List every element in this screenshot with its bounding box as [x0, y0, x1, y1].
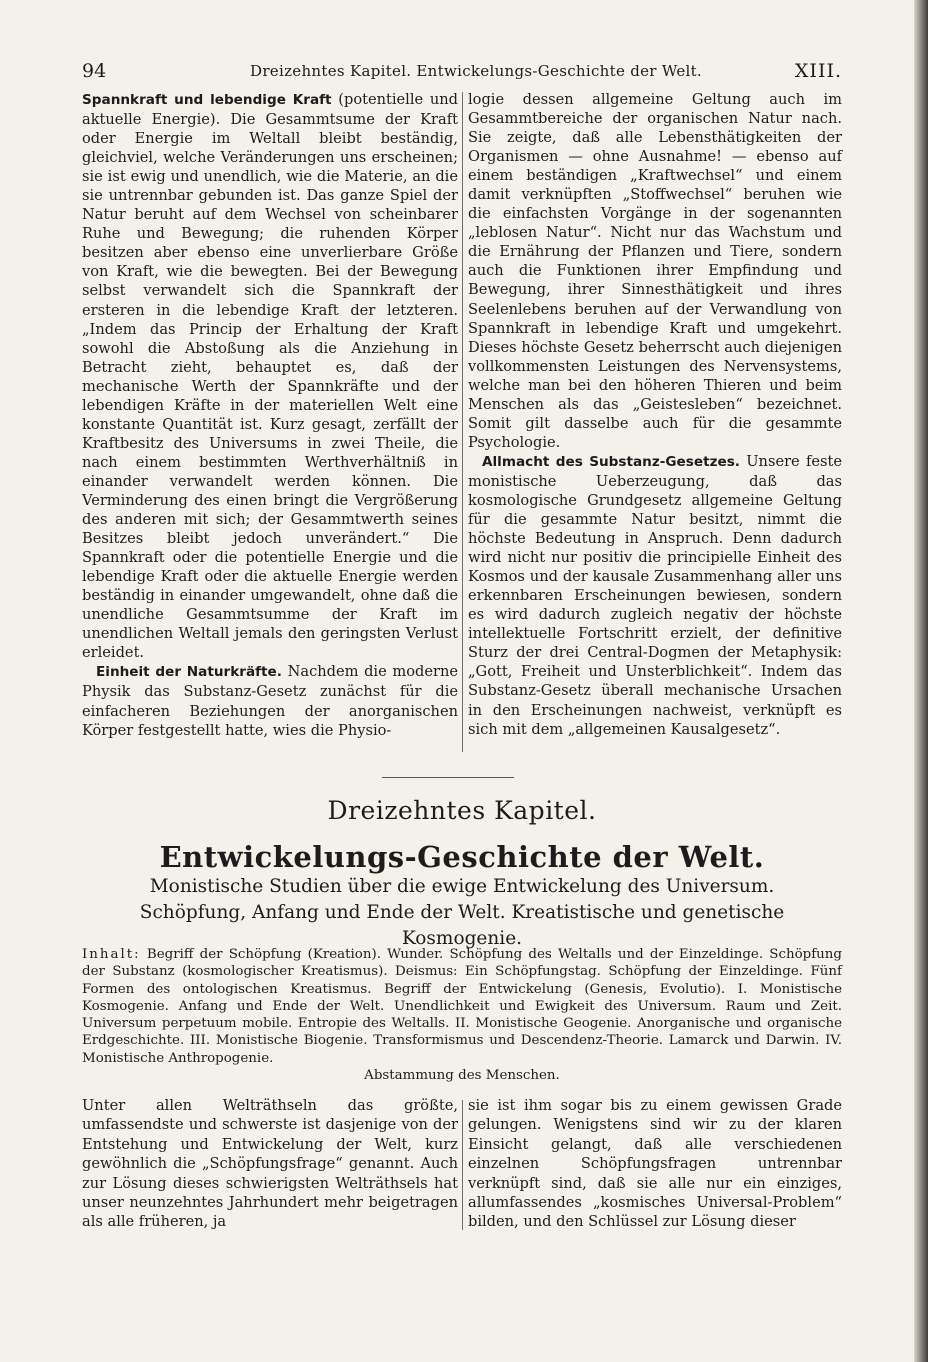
- chapter-subtitle: Monistische Studien über die ewige Entwickelung des Universum. Schöpfung, Anfang und Ende der Welt. Kreatistische und genetische Kosmogenie.: [139, 876, 785, 949]
- right-column-bottom: [468, 1096, 842, 1232]
- column-divider: [462, 92, 463, 752]
- paragraph-heading: Einheit der Naturkräfte.: [96, 664, 282, 681]
- section-separator-rule: [382, 777, 514, 778]
- column-divider-bottom: [462, 1100, 463, 1230]
- page-number: 94: [82, 60, 107, 82]
- paragraph-welträthsel: [82, 1096, 458, 1232]
- paragraph-text: Nachdem die moderne Physik das Substanz-Gesetz zunächst für die einfacheren Beziehungen der anorganischen Körper festgestellt hatte, wies die Physio-: [82, 663, 458, 739]
- paragraph-text: (potentielle und aktuelle Energie). Die Gesammtsume der Kraft oder Energie im Weltall bleibt beständig, gleichviel, welche Veränderungen uns erscheinen; sie ist ewig und unendlich, wie die Materie, an die sie untrennbar gebunden ist. Das ganze Spiel der Natur beruht auf dem Wechsel von scheinbarer Ruhe und Bewegung; die ruhenden Körper besitzen aber ebenso eine unverlierbare Größe von Kraft, wie die bewegten. Bei der Bewegung selbst verwandelt sich die Spannkraft der ersteren in die lebendige Kraft der letzteren. „Indem das Princip der Erhaltung der Kraft sowohl die Abstoßung als die Anziehung in Betracht zieht, behauptet es, daß der mechanische Werth der Spannkräfte und der lebendigen Kräfte in der materiellen Welt eine konstante Quantität ist. Kurz gesagt, zerfällt der Kraftbesitz des Universums in zwei Theile, die nach einem bestimmten Werthverhältniß in einander verwandelt werden können. Die Verminderung des einen bringt die Vergrößerung des anderen mit sich; der Gesammtwerth seines Besitzes bleibt jedoch unverändert.“ Die Spannkraft oder die potentielle Energie und die lebendige Kraft oder die aktuelle Energie werden beständig in einander umgewandelt, ohne daß die unendliche Gesammtsumme der Kraft im unendlichen Weltall jemals den geringsten Verlust erleidet.: [82, 91, 458, 662]
- paragraph-text: logie dessen allgemeine Geltung auch im Gesammtbereiche der organischen Natur nach. Sie zeigte, daß alle Lebensthätigkeiten der Organismen — ohne Ausnahme! — ebenso auf einem beständigen „Kraftwechsel“ und einem damit verknüpften „Stoffwechsel“ beruhen wie die einfachsten Vorgänge in der sogenannten „leblosen Natur“. Nicht nur das Wachstum und die Ernährung der Pflanzen und Tiere, sondern auch die Funktionen ihrer Empfindung und Bewegung, ihrer Sinnesthätigkeit und ihres Seelenlebens beruhen auf der Verwandlung von Spannkraft in lebendige Kraft und umgekehrt. Dieses höchste Gesetz beherrscht auch diejenigen vollkommensten Leistungen des Nervensystems, welche man bei den höheren Thieren und beim Menschen als das „Geistesleben“ bezeichnet. Somit gilt dasselbe auch für die gesammte Psychologie.: [468, 91, 842, 451]
- running-header: [82, 56, 842, 86]
- left-column-top: [82, 90, 458, 740]
- paragraph-heading: Spannkraft und lebendige Kraft: [82, 92, 332, 108]
- chapter-contents-summary: [82, 946, 842, 1084]
- chapter-number: Dreizehntes Kapitel.: [327, 796, 597, 825]
- contents-last-line: Abstammung des Menschen.: [364, 1068, 560, 1084]
- chapter-roman-numeral: XIII.: [794, 60, 842, 82]
- paragraph-text: Unter allen Welträthseln das größte, umfassendste und schwerste ist dasjenige von der Entstehung und Entwickelung der Welt, kurz gewöhnlich die „Schöpfungsfrage“ genannt. Auch zur Lösung dieses schwierigsten Welträthsels hat unser neunzehntes Jahrhundert mehr beigetragen als alle früheren, ja: [82, 1097, 458, 1231]
- paragraph-physiologie: [468, 90, 842, 452]
- paragraph-text: sie ist ihm sogar bis zu einem gewissen Grade gelungen. Wenigstens sind wir zu der klaren Einsicht gelangt, daß alle verschiedenen einzelnen Schöpfungsfragen untrennbar verknüpft sind, daß sie alle nur ein einziges, allumfassendes „kosmisches Universal-Problem“ bilden, und den Schlüssel zur Lösung dieser: [468, 1097, 842, 1231]
- paragraph-einheit: [82, 662, 458, 739]
- contents-label: Inhalt:: [82, 947, 141, 962]
- contents-text: Begriff der Schöpfung (Kreation). Wunder. Schöpfung des Weltalls und der Einzeldinge. Schöpfung der Substanz (kosmologischer Kreatismus). Deismus: Ein Schöpfungstag. Schöpfung der Einzeldinge. Fünf Formen des ontologischen Kreatismus. Begriff der Entwickelung (Genesis, Evolutio). I. Monistische Kosmogenie. Anfang und Ende der Welt. Unendlichkeit und Ewigkeit des Universum. Raum und Zeit. Universum perpetuum mobile. Entropie des Weltalls. II. Monistische Geogenie. Anorganische und organische Erdgeschichte. III. Monistische Biogenie. Transformismus und Descendenz-Theorie. Lamarck und Darwin. IV. Monistische Anthropogenie.: [82, 947, 842, 1066]
- page-binding-shadow: [914, 0, 928, 1362]
- paragraph-allmacht: [468, 452, 842, 739]
- paragraph-schöpfungsfragen: [468, 1096, 842, 1232]
- left-column-bottom: [82, 1096, 458, 1232]
- running-title: Dreizehntes Kapitel. Entwickelungs-Geschichte der Welt.: [250, 62, 702, 80]
- paragraph-heading: Allmacht des Substanz-Gesetzes.: [482, 453, 740, 470]
- chapter-title: Entwickelungs-Geschichte der Welt.: [159, 840, 765, 874]
- paragraph-text: Unsere feste monistische Ueberzeugung, daß das kosmologische Grundgesetz allgemeine Geltung für die gesammte Natur besitzt, nimmt die höchste Bedeutung in Anspruch. Denn dadurch wird nicht nur positiv die principielle Einheit des Kosmos und der kausale Zusammenhang aller uns erkennbaren Erscheinungen bewiesen, sondern es wird dadurch zugleich negativ der höchste intellektuelle Fortschritt erzielt, der definitive Sturz der drei Central-Dogmen der Metaphysik: „Gott, Freiheit und Unsterblichkeit“. Indem das Substanz-Gesetz überall mechanische Ursachen in den Erscheinungen nachweist, verknüpft es sich mit dem „allgemeinen Kausalgesetz“.: [468, 452, 842, 738]
- right-column-top: [468, 90, 842, 739]
- paragraph-spannkraft: [82, 90, 458, 662]
